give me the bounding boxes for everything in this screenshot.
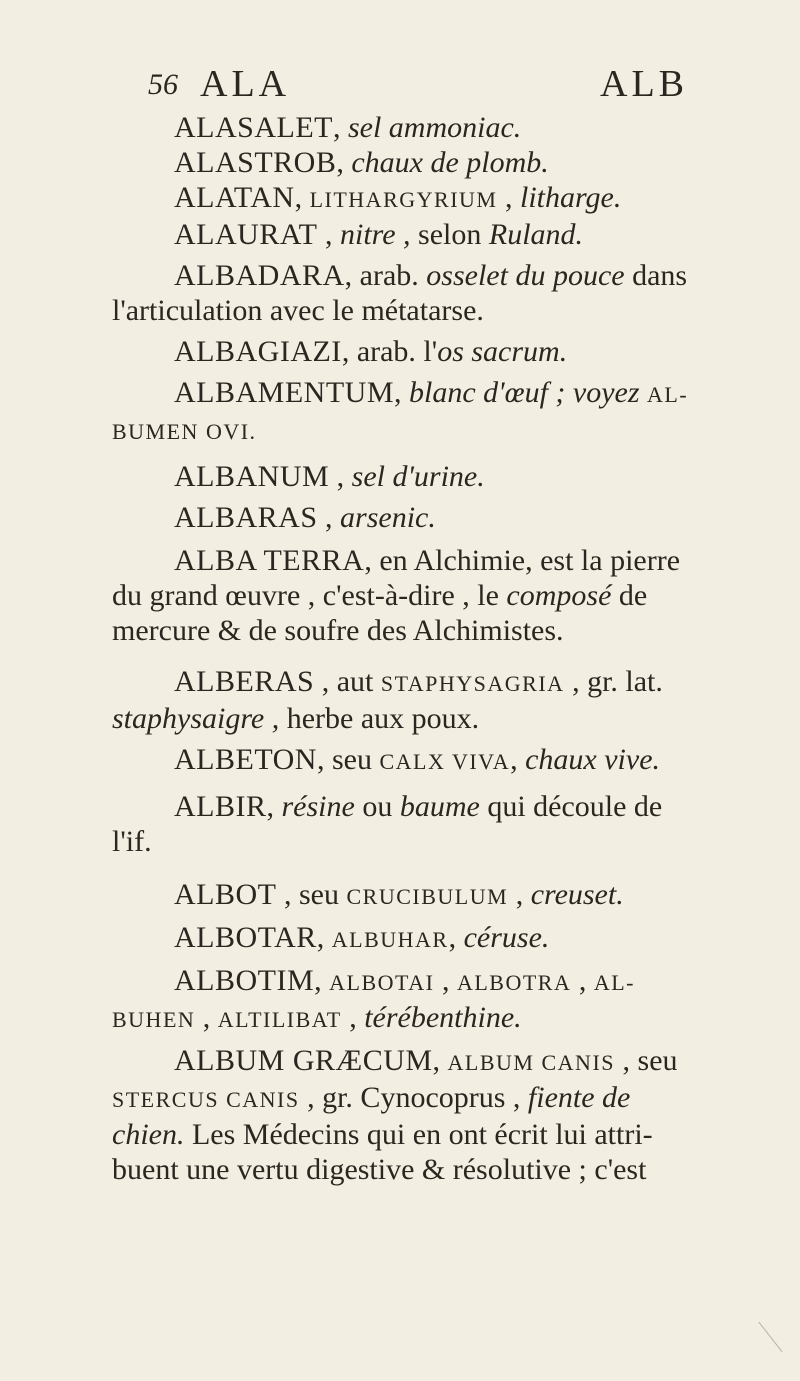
body-text: ,	[448, 921, 464, 954]
dictionary-entry	[112, 110, 764, 145]
small-caps-text: ALBUHAR	[331, 927, 449, 952]
headword: ALASALET	[174, 111, 333, 144]
italic-text: composé	[506, 579, 612, 612]
headword: ALAURAT	[174, 218, 318, 251]
body-text: Les Médecins qui en ont écrit lui attri-	[184, 1118, 653, 1151]
dictionary-entry	[112, 334, 764, 369]
body-text: , arab. l'	[341, 335, 438, 368]
headword: ALBETON	[174, 743, 317, 776]
body-text: ,	[294, 181, 310, 214]
entry-first-line	[112, 217, 764, 252]
italic-text: Ruland.	[488, 218, 584, 251]
page-number: 56	[148, 68, 178, 101]
body-text: dans	[624, 259, 688, 292]
right-running-head: ALB	[600, 63, 688, 105]
body-text: ,	[434, 964, 457, 997]
headword: ALATAN	[174, 181, 295, 214]
entry-continuation-line	[112, 613, 764, 648]
body-text: ,	[332, 111, 348, 144]
dictionary-entry	[112, 258, 764, 328]
italic-text: blanc d'œuf ; voyez	[409, 376, 640, 409]
body-text: , en Alchimie, est la pierre	[364, 544, 681, 577]
body-text: l'articulation avec le métatarse.	[112, 294, 484, 327]
body-text: ,	[329, 460, 352, 493]
body-text: ,	[508, 878, 531, 911]
small-caps-text: CRUCIBULUM	[346, 884, 509, 909]
dictionary-entry	[112, 920, 764, 957]
body-text: ,	[497, 181, 520, 214]
italic-text: sel ammoniac.	[347, 111, 522, 144]
italic-text: arsenic.	[340, 501, 436, 534]
body-text: , seu	[615, 1044, 678, 1077]
body-text: qui découle de	[479, 790, 663, 823]
entry-first-line	[112, 877, 764, 914]
small-caps-text: BUHEN	[112, 1007, 196, 1032]
dictionary-entry	[112, 963, 764, 1037]
headword: ALBOT	[174, 878, 277, 911]
body-text: mercure & de soufre des Alchimistes.	[112, 614, 564, 647]
entry-continuation-line	[112, 1080, 764, 1117]
italic-text: baume	[399, 790, 480, 823]
small-caps-text: LITHARGYRIUM	[309, 187, 498, 212]
body-text: ,	[317, 218, 340, 251]
italic-text: staphysaigre ,	[112, 702, 280, 735]
body-text: ,	[432, 1044, 448, 1077]
body-text: de	[611, 579, 648, 612]
entry-continuation-line	[112, 1152, 764, 1187]
small-caps-text: ALTILIBAT	[217, 1007, 342, 1032]
dictionary-entry	[112, 180, 764, 217]
italic-text: chaux de plomb.	[351, 146, 549, 179]
dictionary-entry	[112, 664, 764, 736]
headword: ALBAGIAZI	[174, 335, 342, 368]
page-mark	[758, 1322, 782, 1353]
dictionary-entry	[112, 789, 764, 859]
headword: ALBUM GRÆCUM	[174, 1044, 433, 1077]
italic-text: chien.	[112, 1118, 185, 1151]
dictionary-entry	[112, 459, 764, 494]
entry-continuation-line	[112, 701, 764, 736]
entry-first-line	[112, 789, 764, 824]
headword: ALASTROB	[174, 146, 337, 179]
entry-first-line	[112, 375, 764, 412]
italic-text: os sacrum.	[437, 335, 568, 368]
small-caps-text: STERCUS CANIS	[112, 1087, 300, 1112]
entry-first-line	[112, 110, 764, 145]
italic-text: céruse.	[463, 921, 550, 954]
italic-text: chaux vive.	[525, 743, 661, 776]
body-text: , seu	[276, 878, 347, 911]
entry-first-line	[112, 334, 764, 369]
body-text: ,	[314, 964, 330, 997]
body-text: ,	[571, 964, 594, 997]
small-caps-text: AL-	[593, 970, 635, 995]
headword: ALBA TERRA	[174, 544, 365, 577]
dictionary-entry	[112, 145, 764, 180]
italic-text: sel d'urine.	[351, 460, 485, 493]
entry-first-line	[112, 543, 764, 578]
body-text: buent une vertu digestive & résolutive ; c'est	[112, 1153, 647, 1186]
entry-first-line	[112, 963, 764, 1000]
body-text: ,	[336, 146, 352, 179]
body-text: , gr. lat.	[564, 665, 663, 698]
entry-first-line	[112, 742, 764, 779]
body-text: du grand œuvre , c'est-à-dire , le	[112, 579, 507, 612]
body-text: , gr. Cynocoprus ,	[299, 1081, 528, 1114]
body-text: ,	[195, 1001, 218, 1034]
body-text: ,	[341, 1001, 365, 1034]
entry-first-line	[112, 1043, 764, 1080]
headword: ALBOTAR	[174, 921, 317, 954]
headword: ALBERAS	[174, 665, 315, 698]
dictionary-entry	[112, 742, 764, 779]
body-text: selon	[410, 218, 489, 251]
headword: ALBOTIM	[174, 964, 315, 997]
headword: ALBADARA	[174, 259, 345, 292]
dictionary-entry	[112, 543, 764, 648]
entry-first-line	[112, 920, 764, 957]
italic-text: nitre ,	[340, 218, 411, 251]
small-caps-text: ALBUM CANIS	[447, 1050, 616, 1075]
headword: ALBANUM	[174, 460, 330, 493]
dictionary-entry	[112, 217, 764, 252]
small-caps-text: BUMEN OVI.	[112, 419, 257, 444]
entry-continuation-line	[112, 824, 764, 859]
italic-text: fiente de	[527, 1081, 631, 1114]
entry-first-line	[112, 459, 764, 494]
body-text: , seu	[316, 743, 380, 776]
entry-continuation-line	[112, 412, 764, 449]
small-caps-text: ALBOTAI	[329, 970, 435, 995]
body-text: , aut	[314, 665, 381, 698]
entry-continuation-line	[112, 1000, 764, 1037]
italic-text: creuset.	[530, 878, 624, 911]
dictionary-entry	[112, 375, 764, 449]
body-text: herbe aux poux.	[279, 702, 480, 735]
body-text: ,	[266, 790, 282, 823]
headword: ALBARAS	[174, 501, 318, 534]
body-text: ,	[317, 501, 341, 534]
small-caps-text: STAPHYSAGRIA	[380, 671, 565, 696]
body-text: l'if.	[112, 825, 152, 858]
entry-first-line	[112, 180, 764, 217]
italic-text: osselet du pouce	[426, 259, 625, 292]
running-header	[148, 62, 688, 112]
headword: ALBAMENTUM	[174, 376, 394, 409]
body-text: , arab.	[344, 259, 427, 292]
italic-text: résine	[281, 790, 355, 823]
italic-text: litharge.	[519, 181, 622, 214]
headword: ALBIR	[174, 790, 267, 823]
entry-first-line	[112, 500, 764, 535]
small-caps-text: ALBOTRA	[456, 970, 572, 995]
body-text: ou	[354, 790, 400, 823]
italic-text: térébenthine.	[364, 1001, 522, 1034]
entry-continuation-line	[112, 293, 764, 328]
entry-first-line	[112, 145, 764, 180]
body-text: ,	[510, 743, 526, 776]
body-text: ,	[316, 921, 332, 954]
entry-first-line	[112, 258, 764, 293]
left-running-head: ALA	[200, 63, 291, 105]
entry-list	[112, 110, 764, 1187]
dictionary-entry	[112, 500, 764, 535]
dictionary-entry	[112, 1043, 764, 1187]
small-caps-text: CALX VIVA	[379, 749, 511, 774]
entry-continuation-line	[112, 578, 764, 613]
entry-continuation-line	[112, 1117, 764, 1152]
entry-first-line	[112, 664, 764, 701]
body-text	[640, 376, 648, 409]
body-text: ,	[394, 376, 409, 409]
small-caps-text: AL-	[647, 382, 689, 407]
dictionary-entry	[112, 877, 764, 914]
